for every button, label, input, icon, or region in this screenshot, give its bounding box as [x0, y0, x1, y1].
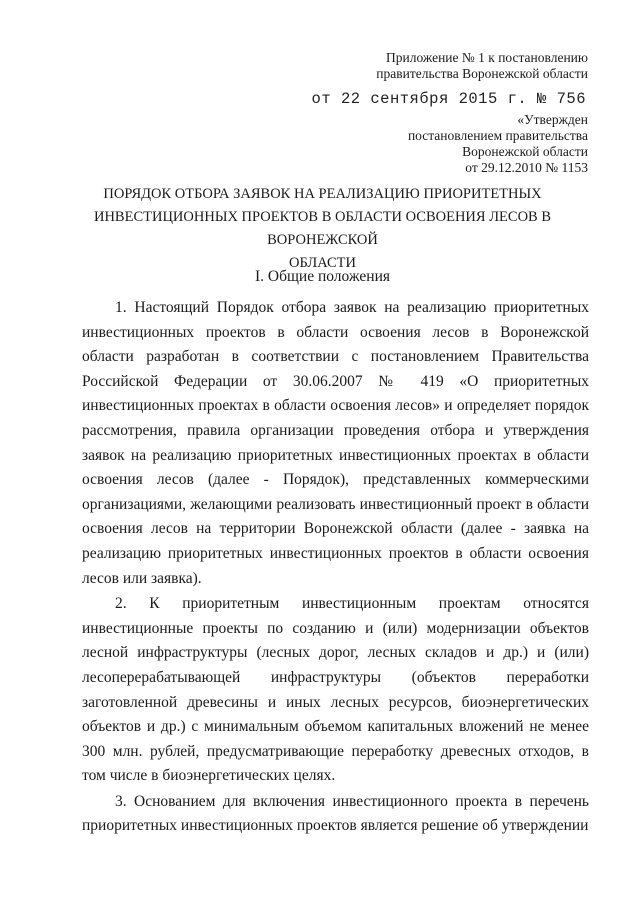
document-title	[60, 183, 585, 275]
appendix-line: Приложение № 1 к постановлению	[386, 50, 588, 65]
date-number-stamp: от 22 сентября 2015 г. № 756	[311, 90, 586, 108]
title-line: ОБЛАСТИ	[288, 255, 357, 271]
paragraph: 2. К приоритетным инвестиционным проектам относятся инвестиционные проекты по созданию и (или) модернизации объектов лесной инфраструктуры (лесных дорог, лесных складов и др.) и (или) лесоперерабатывающей инфраструктуры (объектов переработки заготовленной древесины и иных лесных ресурсов, биоэнергетических объектов и др.) с минимальным объемом капитальных вложений не менее 300 млн. рублей, предусматривающие переработку древесных отходов, в том числе в биоэнергетических целях.	[82, 595, 589, 785]
approved-line: «Утвержден	[517, 112, 588, 127]
appendix-header	[376, 50, 588, 82]
approved-line: постановлением правительства	[407, 128, 588, 143]
approved-block	[408, 112, 588, 176]
title-line: ИНВЕСТИЦИОННЫХ ПРОЕКТОВ В ОБЛАСТИ ОСВОЕНИЯ ЛЕСОВ В ВОРОНЕЖСКОЙ	[93, 209, 552, 248]
paragraph: 3. Основанием для включения инвестиционного проекта в перечень приоритетных инвестиционных проектов является решение об утверждении	[82, 792, 589, 835]
body-text	[82, 296, 589, 839]
section-heading: I. Общие положения	[254, 268, 391, 285]
paragraph: 1. Настоящий Порядок отбора заявок на реализацию приоритетных инвестиционных проектов в области освоения лесов в Воронежской области разработан в соответствии с постановлением Правительства Российской Федерации от 30.06.2007 № 419 «О приоритетных инвестиционных проектах в области освоения лесов» и определяет порядок рассмотрения, правила организации проведения отбора и утверждения заявок на реализацию приоритетных инвестиционных проектах в области освоения лесов (далее - Порядок), представленных коммерческими организациями, желающими реализовать инвестиционный проект в области освоения лесов на территории Воронежской области (далее - заявка на реализацию приоритетных инвестиционных проектов в области освоения лесов или заявка).	[82, 299, 589, 587]
approved-line: от 29.12.2010 № 1153	[465, 160, 588, 175]
appendix-line: правительства Воронежской области	[376, 66, 588, 81]
title-line: ПОРЯДОК ОТБОРА ЗАЯВОК НА РЕАЛИЗАЦИЮ ПРИОРИТЕТНЫХ	[103, 186, 542, 202]
approved-line: Воронежской области	[462, 144, 588, 159]
